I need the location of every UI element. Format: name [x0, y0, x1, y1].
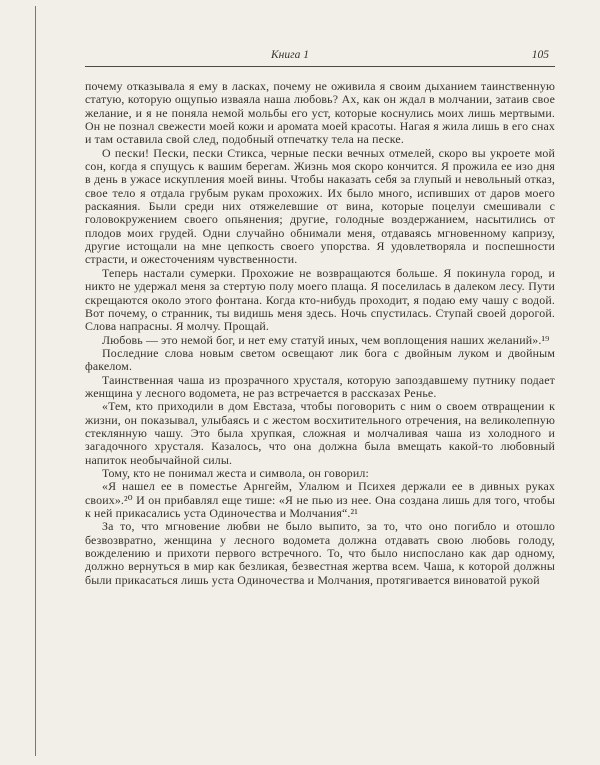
- paragraph: «Тем, кто приходили в дом Евстаза, чтобы поговорить с ним о своем отвращении к жизни, он показывал, улыбаясь и с жестом восхитительного отречения, на великолепную стеклянную чашу. Это была хрупкая, сложная и молчаливая чаша из холодного и загадочного хрусталя. Казалось, что она должна была вмещать какой-то любовный напиток необычайной силы.: [85, 399, 555, 467]
- paragraph: «Я нашел ее в поместье Арнгейм, Улалюм и Психея держали ее в дивных руках своих».²⁰ И он прибавлял еще тише: «Я не пью из нее. Она создана лишь для того, чтобы к ней прикасались уста Одиночества и Молчания“.²¹: [85, 479, 555, 520]
- scan-edge-line: [35, 6, 36, 756]
- paragraphs: [85, 80, 555, 587]
- paragraph: почему отказывала я ему в ласках, почему не оживила я своим дыханием таинственную статую, которую ощупью изваяла наша любовь? Ах, как он ждал в молчании, затаив свое желание, и я не поняла немой мольбы его уст, которые коснулись моих лишь мертвыми. Он не познал свежести моей кожи и аромата моей красоты. Нагая я жила лишь в его снах и там оставила свой след, подобный отпечатку тела на песке.: [85, 79, 555, 147]
- paragraph: Тому, кто не понимал жеста и символа, он говорил:: [102, 465, 369, 480]
- book-title: Книга 1: [271, 49, 309, 61]
- paragraph: Теперь настали сумерки. Прохожие не возвращаются больше. Я покинула город, и никто не удержал меня за стертую полу моего плаща. Я поселилась в далеком лесу. Пути скрещаются около этого фонтана. Когда кто-нибудь проходит, я подаю ему чашу с водой. Вот почему, о странник, ты видишь меня здесь. Ночь спустилась. Ступай своей дорогой. Слова напрасны. Я молчу. Прощай.: [85, 265, 555, 334]
- paragraph: За то, что мгновение любви не было выпито, за то, что оно погибло и отошло безвозвратно, женщина у лесного водомета должна отдавать свою любовь голоду, вожделению и прихоти первого встречного. То, что было ниспослано как дар одному, должно вернуться в мир как безликая, безвестная жертва всем. Чаша, к которой должны были прикасаться лишь уста Одиночества и Молчания, протягивается виноватой рукой: [85, 519, 555, 587]
- paragraph: Таинственная чаша из прозрачного хрусталя, которую запоздавшему путнику подает женщина у лесного водомета, не раз встречается в рассказах Ренье.: [85, 372, 555, 400]
- header-rule: [85, 66, 555, 67]
- page-content: [85, 49, 555, 587]
- running-header: [85, 49, 555, 64]
- paragraph: О пески! Пески, пески Стикса, черные пески вечных отмелей, скоро вы укроете мой сон, когда я спущусь к вашим берегам. Жизнь моя скоро кончится. Я прожила ее изо дня в день в ужасе искупления моей вины. Чтобы наказать себя за глупый и невольный отказ, свое тело я отдала грубым рукам прохожих. Их было много, испивших от даров моего раскаяния. Были среди них отяжелевшие от вина, которые поцелуи смешивали с головокружением своего опьянения; другие, голодные воздержанием, насытились от плодов моих грудей. Одни случайно обнимали меня, отдаваясь мгновенному капризу, другие истощали на мне цепкость своего упорства. Я удовлетворяла и поспешности страсти, и ожесточениям чувственности.: [85, 145, 555, 267]
- paragraph: Любовь — это немой бог, и нет ему статуй иных, чем воплощения наших желаний».¹⁹: [102, 332, 550, 347]
- paragraph: Последние слова новым светом освещают лик бога с двойным луком и двойным факелом.: [85, 345, 555, 374]
- page-number: 105: [531, 49, 549, 61]
